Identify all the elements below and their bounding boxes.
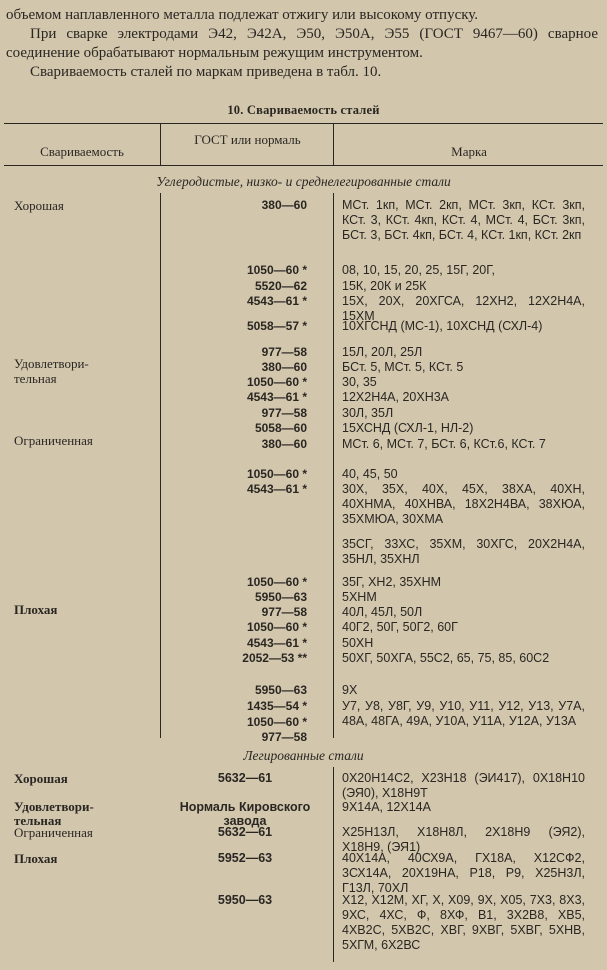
column-divider-2-body — [333, 193, 334, 738]
column-divider-2-body-b — [333, 767, 334, 962]
gost-cell: 380—60 — [261, 198, 307, 212]
grade-cell: 40, 45, 50 — [342, 467, 398, 481]
gost-cell: 5632—61 — [217, 825, 273, 839]
grade-cell: 35СГ, 33ХС, 35ХМ, 30ХГС, 20Х2Н4А, 35НЛ, 35ХНЛ — [342, 537, 585, 566]
table-header-rule — [4, 165, 603, 166]
section-title-alloy: Легированные стали — [243, 748, 364, 763]
grade-cell: 08, 10, 15, 20, 25, 15Г, 20Г, — [342, 263, 495, 277]
quality-label: Удовлетвори- — [14, 356, 89, 371]
quality-label: Плохая — [14, 851, 58, 866]
quality-label: тельная — [14, 371, 57, 386]
gost-cell-65g: 1050—60 * — [246, 715, 307, 729]
quality-label: Ограниченная — [14, 825, 93, 840]
grade-cell: 9Х — [342, 683, 358, 697]
gost-cell: 4543—61 * — [246, 390, 307, 404]
grade-cell: 15ХСНД (СХЛ-1, НЛ-2) — [342, 421, 474, 435]
grade-cell: 9Х14А, 12Х14А — [342, 800, 431, 814]
grade-cell: 30Л, 35Л — [342, 406, 394, 420]
grade-cell: 40Л, 45Л, 50Л — [342, 605, 423, 619]
gost-cell: 1050—60 * — [246, 620, 307, 634]
column-divider-1-body — [160, 193, 161, 738]
grade-cell: 50ХН — [342, 636, 374, 650]
quality-label: Хорошая — [14, 198, 64, 213]
gost-cell: 2052—53 ** — [242, 651, 307, 665]
gost-cell: 5952—63 — [217, 851, 273, 865]
grade-cell: МСт. 6, МСт. 7, БСт. 6, КСт.6, КСт. 7 — [342, 437, 546, 451]
quality-label: Удовлетвори- тельная — [14, 799, 94, 828]
grade-cell: 15Х, 20Х, 20ХГСА, 12ХН2, 12Х2Н4А, 15ХМ — [342, 294, 585, 323]
grade-cell: 40Х14А, 40СХ9А, ГХ18А, Х12СФ2, 3СХ14А, 20Х19НА, Р18, Р9, Х25Н3Л, Г13Л, 70ХЛ — [342, 851, 585, 895]
gost-cell: 977—58 — [261, 406, 307, 420]
intro-paragraph-2: При сварке электродами Э42, Э42А, Э50, Э50А, Э55 (ГОСТ 9467—60) сварное соединение обрабатывают нормальным режущим инструментом. — [6, 26, 598, 61]
column-divider-2 — [333, 124, 334, 165]
grade-cell: 12Х2Н4А, 20ХН3А — [342, 390, 450, 404]
grade-cell: Х12, Х12М, ХГ, Х, Х09, 9Х, Х05, 7Х3, 8Х3, 9ХС, 4ХС, Ф, 8ХФ, В1, 3Х2В8, ХВ5, 4ХВ2С, 5ХВ2С, ХВГ, 9ХВГ, 5ХВГ, 5ХНВ, 5ХГМ, 6Х2ВС — [342, 893, 585, 952]
grade-cell: 15К, 20К и 25К — [342, 279, 427, 293]
gost-cell: 380—60 — [261, 360, 307, 374]
gost-cell: 5632—61 — [217, 771, 273, 785]
grade-cell: 15Л, 20Л, 25Л — [342, 345, 423, 359]
grade-cell: Х25Н13Л, Х18Н8Л, 2Х18Н9 (ЭЯ2), Х18Н9, (ЭЯ1) — [342, 825, 585, 854]
gost-cell: 4543—61 * — [246, 294, 307, 308]
gost-cell: 4543—61 * — [246, 482, 307, 496]
header-gost: ГОСТ или нормаль — [194, 132, 301, 147]
grade-cell: 30Х, 35Х, 40Х, 45Х, 38ХА, 40ХН, 40ХНМА, 40ХНВА, 18Х2Н4ВА, 38ХЮА, 35ХМЮА, 30ХМА — [342, 482, 585, 526]
grade-cell: 30, 35 — [342, 375, 377, 389]
grade-cell: 5ХНМ — [342, 590, 377, 604]
gost-cell: 1050—60 * — [246, 575, 307, 589]
gost-cell: 4543—61 * — [246, 636, 307, 650]
gost-cell: 1435—54 * — [246, 699, 307, 713]
gost-cell: 5058—60 — [254, 421, 307, 435]
grade-cell: МСт. 1кп, МСт. 2кп, МСт. 3кп, КСт. 3кп, КСт. 3, КСт. 4кп, КСт. 4, МСт. 4, БСт. 3кп, БСт. 3, БСт. 4кп, БСт. 4, КСт. 1кп, КСт. 2кп — [342, 198, 585, 242]
header-grade: Марка — [451, 144, 487, 159]
intro-text — [6, 6, 598, 82]
gost-cell: 5950—63 — [217, 893, 273, 907]
gost-cell: 977—58 — [261, 605, 307, 619]
quality-label: Плохая — [14, 602, 58, 617]
gost-cell: 1050—60 * — [246, 375, 307, 389]
gost-cell: 5520—62 — [254, 279, 307, 293]
gost-cell: 1050—60 * — [246, 263, 307, 277]
quality-label: Хорошая — [14, 771, 68, 786]
intro-paragraph-1: объемом наплавленного металла подлежат отжигу или высокому отпуску. — [6, 7, 479, 23]
grade-cell: 10ХГСНД (МС-1), 10ХСНД (СХЛ-4) — [342, 319, 543, 333]
column-divider-1 — [160, 124, 161, 165]
gost-cell: 1050—60 * — [246, 467, 307, 481]
gost-cell: Нормаль Кировского завода — [179, 800, 311, 828]
grade-cell: 35Г, ХН2, 35ХНМ — [342, 575, 442, 589]
header-weldability: Свариваемость — [40, 144, 124, 159]
table-caption: 10. Свариваемость сталей — [227, 103, 380, 117]
table-top-rule — [4, 123, 603, 124]
grade-cell: БСт. 5, МСт. 5, КСт. 5 — [342, 360, 464, 374]
intro-paragraph-3: Свариваемость сталей по маркам приведена в табл. 10. — [30, 64, 382, 80]
section-title-carbon: Углеродистые, низко- и среднелегированные стали — [156, 174, 451, 189]
grade-cell: 0Х20Н14С2, Х23Н18 (ЭИ417), 0Х18Н10 (ЭЯ0), Х18Н9Т — [342, 771, 585, 800]
gost-cell: 5058—57 * — [246, 319, 307, 333]
grade-cell: 40Г2, 50Г, 50Г2, 60Г — [342, 620, 458, 634]
gost-cell: 977—58 — [261, 730, 307, 744]
gost-cell: 977—58 — [261, 345, 307, 359]
gost-cell: 380—60 — [261, 437, 307, 451]
quality-label: Ограниченная — [14, 433, 93, 448]
gost-cell: 5950—63 — [254, 683, 307, 697]
grade-cell: У7, У8, У8Г, У9, У10, У11, У12, У13, У7А, 48А, 48ГА, 49А, У10А, У11А, У12А, У13А — [342, 699, 585, 728]
gost-cell: 5950—63 — [254, 590, 307, 604]
grade-cell: 50ХГ, 50ХГА, 55С2, 65, 75, 85, 60С2 — [342, 651, 550, 665]
